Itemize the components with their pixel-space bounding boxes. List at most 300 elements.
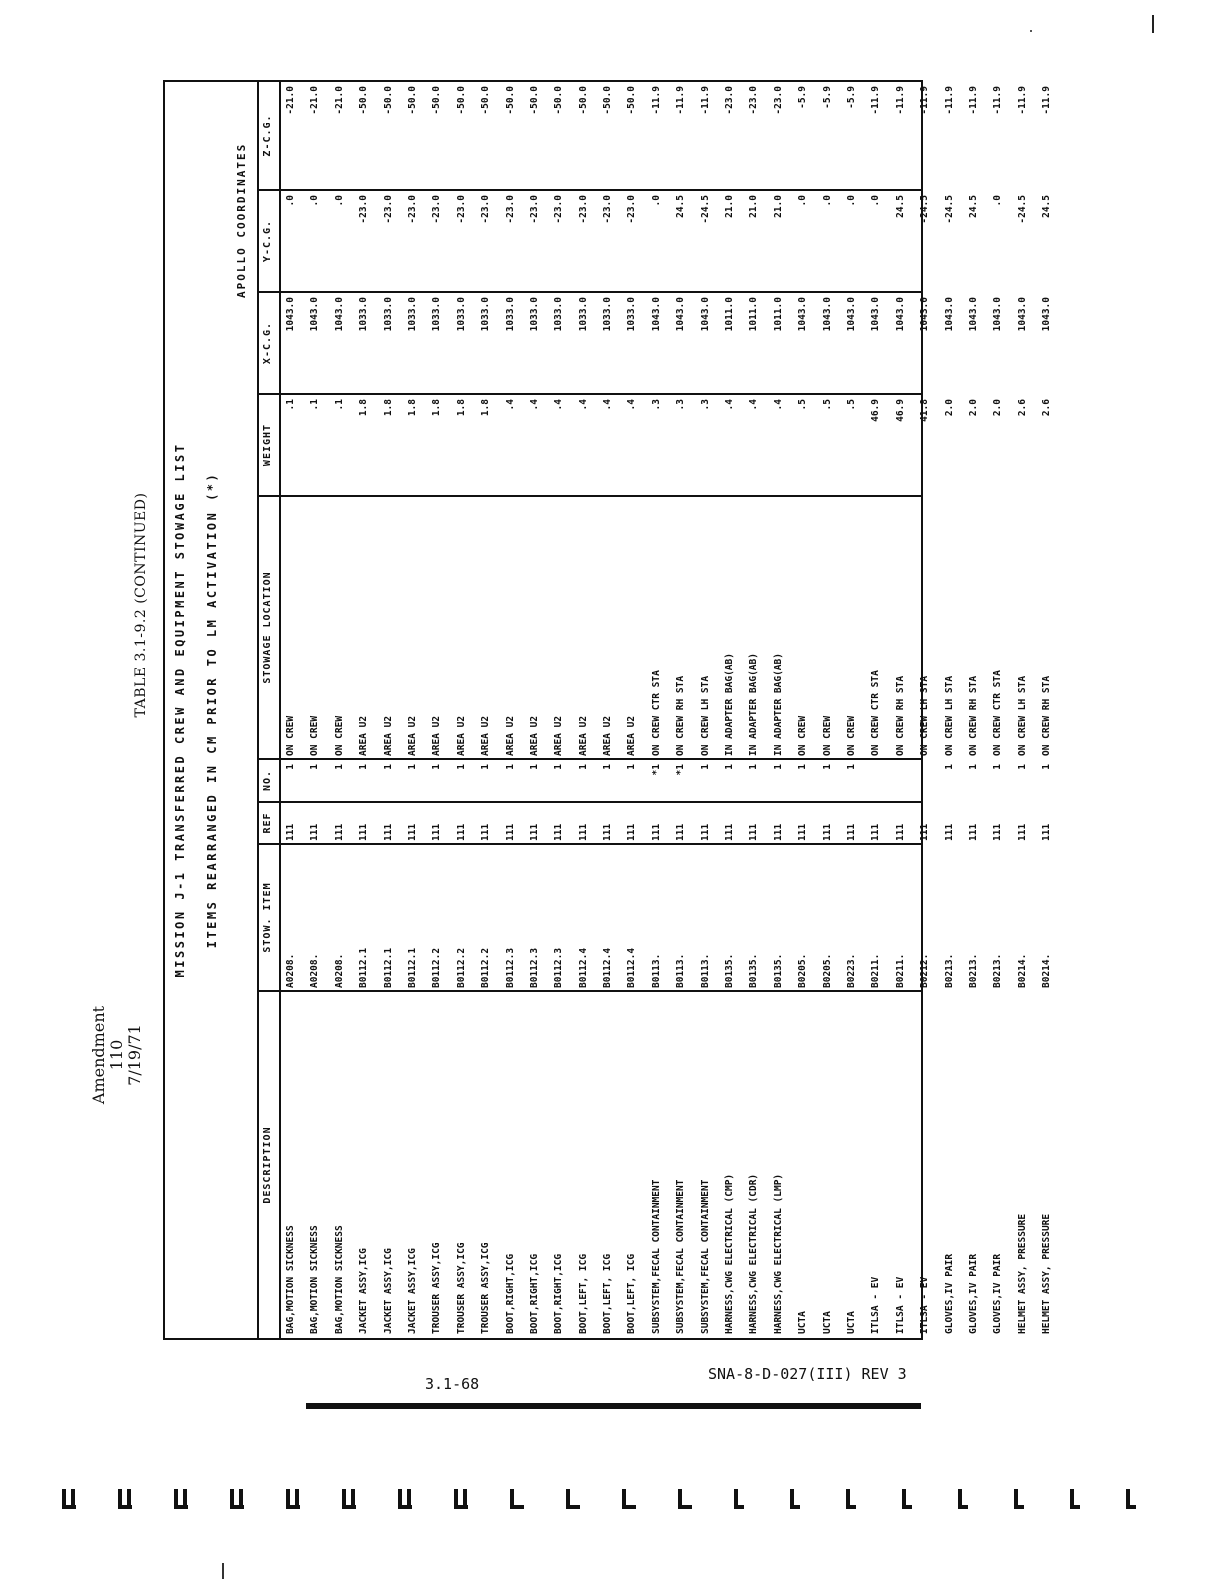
table-cell: 21.0 bbox=[748, 195, 760, 218]
table-cell: ON CREW LH STA bbox=[699, 675, 711, 756]
table-row bbox=[791, 82, 815, 1338]
table-cell: -21.0 bbox=[333, 86, 345, 115]
table-cell: ON CREW RH STA bbox=[967, 675, 979, 756]
table-cell: .0 bbox=[285, 195, 296, 207]
table-cell: 111 bbox=[919, 823, 931, 841]
table-cell: -23.0 bbox=[382, 195, 394, 224]
footer-rule bbox=[306, 1403, 921, 1409]
table-cell: -50.0 bbox=[455, 86, 467, 115]
table-cell: -50.0 bbox=[358, 86, 370, 115]
table-cell: 1033.0 bbox=[382, 297, 394, 332]
table-cell: 1033.0 bbox=[406, 297, 418, 332]
table-cell: 1011.0 bbox=[748, 297, 760, 332]
table-cell: HARNESS,CWG ELECTRICAL (CDR) bbox=[748, 1173, 760, 1334]
table-cell: -11.9 bbox=[1041, 86, 1053, 115]
table-cell: -21.0 bbox=[285, 86, 296, 115]
table-cell: 46.9 bbox=[894, 399, 906, 422]
table-row bbox=[840, 82, 864, 1338]
table-cell: AREA U2 bbox=[528, 715, 540, 756]
scan-mark bbox=[566, 1489, 582, 1509]
table-cell: .0 bbox=[650, 195, 662, 207]
table-cell: 111 bbox=[577, 823, 589, 841]
scan-mark bbox=[1126, 1489, 1142, 1509]
table-cell: B0214. bbox=[1016, 953, 1028, 988]
table-cell: HELMET ASSY, PRESSURE bbox=[1041, 1213, 1053, 1334]
table-cell: 111 bbox=[845, 823, 857, 841]
table-cell: 1 bbox=[431, 764, 443, 770]
table-cell: HARNESS,CWG ELECTRICAL (LMP) bbox=[772, 1173, 784, 1334]
table-cell: -24.5 bbox=[699, 195, 711, 224]
table-row bbox=[328, 82, 352, 1338]
table-cell: B0213. bbox=[967, 953, 979, 988]
table-cell: .5 bbox=[821, 399, 833, 411]
table-cell: 1 bbox=[285, 764, 296, 770]
table-cell: GLOVES,IV PAIR bbox=[967, 1253, 979, 1334]
table-cell: -5.9 bbox=[797, 86, 809, 109]
scan-mark bbox=[398, 1489, 414, 1509]
table-cell bbox=[889, 760, 913, 803]
table-cell: 1033.0 bbox=[504, 297, 516, 332]
table-cell: 1 bbox=[577, 764, 589, 770]
table-cell: UCTA bbox=[821, 1311, 833, 1334]
scan-mark bbox=[118, 1489, 134, 1509]
table-cell: 111 bbox=[821, 823, 833, 841]
table-cell: B0112.4 bbox=[602, 947, 614, 988]
table-cell: B0112.4 bbox=[577, 947, 589, 988]
table-cell: AREA U2 bbox=[431, 715, 443, 756]
table-cell: B0211. bbox=[870, 953, 882, 988]
table-row bbox=[913, 82, 937, 1338]
table-cell: 2.0 bbox=[967, 399, 979, 417]
stowage-table bbox=[163, 80, 1053, 1340]
table-body bbox=[279, 82, 1060, 1338]
table-cell: ON CREW bbox=[333, 715, 345, 756]
table-cell: -23.0 bbox=[602, 195, 614, 224]
table-cell: ON CREW bbox=[285, 715, 296, 756]
table-cell: BOOT,RIGHT,ICG bbox=[504, 1253, 516, 1334]
table-cell: 1033.0 bbox=[358, 297, 370, 332]
table-cell: AREA U2 bbox=[382, 715, 394, 756]
table-cell: -11.9 bbox=[919, 86, 931, 115]
table-cell: -23.0 bbox=[455, 195, 467, 224]
table-cell: 111 bbox=[480, 823, 492, 841]
table-cell: -23.0 bbox=[504, 195, 516, 224]
table-cell: B0211. bbox=[894, 953, 906, 988]
table-row bbox=[572, 82, 596, 1338]
table-cell: B0205. bbox=[797, 953, 809, 988]
table-cell: 111 bbox=[967, 823, 979, 841]
table-row bbox=[718, 82, 742, 1338]
table-cell: B0112.2 bbox=[480, 947, 492, 988]
table-cell: B0205. bbox=[821, 953, 833, 988]
table-cell: 111 bbox=[455, 823, 467, 841]
table-cell: -50.0 bbox=[626, 86, 638, 115]
amendment-note bbox=[90, 1000, 144, 1110]
table-cell: A0208. bbox=[285, 953, 296, 988]
table-cell: ON CREW bbox=[845, 715, 857, 756]
table-row bbox=[1011, 82, 1035, 1338]
scan-marks bbox=[62, 1489, 1162, 1511]
table-cell: -11.9 bbox=[967, 86, 979, 115]
table-cell: 1033.0 bbox=[528, 297, 540, 332]
table-cell: TROUSER ASSY,ICG bbox=[455, 1242, 467, 1334]
table-cell: 24.5 bbox=[675, 195, 687, 218]
table-cell: 1043.0 bbox=[845, 297, 857, 332]
table-cell: 1.8 bbox=[358, 399, 370, 417]
table-cell: .3 bbox=[650, 399, 662, 411]
scan-mark bbox=[734, 1489, 750, 1509]
table-cell: *1 bbox=[675, 764, 687, 776]
table-cell: BOOT,LEFT, ICG bbox=[577, 1253, 589, 1334]
table-row bbox=[645, 82, 669, 1338]
table-row bbox=[596, 82, 620, 1338]
scan-mark bbox=[1014, 1489, 1030, 1509]
table-cell: ITLSA - EV bbox=[894, 1276, 906, 1334]
table-cell: -11.9 bbox=[894, 86, 906, 115]
table-cell: B0112.3 bbox=[553, 947, 565, 988]
table-cell: 24.5 bbox=[967, 195, 979, 218]
table-cell: 1043.0 bbox=[1041, 297, 1053, 332]
table-cell: 21.0 bbox=[724, 195, 736, 218]
table-cell: IN ADAPTER BAG(AB) bbox=[748, 653, 760, 756]
table-cell: -24.5 bbox=[1016, 195, 1028, 224]
table-cell: 111 bbox=[797, 823, 809, 841]
table-cell: 111 bbox=[724, 823, 736, 841]
table-row bbox=[889, 82, 913, 1338]
table-cell: 21.0 bbox=[772, 195, 784, 218]
table-cell: 111 bbox=[699, 823, 711, 841]
table-cell: 1 bbox=[602, 764, 614, 770]
table-cell: 1 bbox=[480, 764, 492, 770]
table-cell: AREA U2 bbox=[480, 715, 492, 756]
table-cell: 1043.0 bbox=[992, 297, 1004, 332]
table-cell: 1 bbox=[821, 764, 833, 770]
table-cell: AREA U2 bbox=[504, 715, 516, 756]
table-cell: 2.0 bbox=[943, 399, 955, 417]
table-cell: 1043.0 bbox=[894, 297, 906, 332]
table-cell: ON CREW bbox=[797, 715, 809, 756]
table-row bbox=[694, 82, 718, 1338]
table-cell: -50.0 bbox=[553, 86, 565, 115]
table-cell: -11.9 bbox=[870, 86, 882, 115]
table-cell: ITLSA - EV bbox=[870, 1276, 882, 1334]
table-cell: 1043.0 bbox=[821, 297, 833, 332]
table-row bbox=[742, 82, 766, 1338]
table-cell: -23.0 bbox=[626, 195, 638, 224]
column-header: STOW. ITEM bbox=[257, 845, 279, 992]
table-cell: B0135. bbox=[772, 953, 784, 988]
table-cell: 1 bbox=[358, 764, 370, 770]
bottom-tick-mark bbox=[222, 1563, 224, 1579]
table-header bbox=[165, 82, 259, 1338]
column-header: DESCRIPTION bbox=[262, 1126, 273, 1204]
table-cell: 111 bbox=[309, 823, 321, 841]
table-cell: -11.9 bbox=[675, 86, 687, 115]
table-cell: 1 bbox=[724, 764, 736, 770]
table-cell: ON CREW bbox=[821, 715, 833, 756]
table-cell: 1043.0 bbox=[675, 297, 687, 332]
table-cell: 111 bbox=[504, 823, 516, 841]
table-cell: B0213. bbox=[992, 953, 1004, 988]
table-cell: 1.8 bbox=[480, 399, 492, 417]
scan-mark bbox=[286, 1489, 302, 1509]
scan-mark bbox=[902, 1489, 918, 1509]
table-row bbox=[352, 82, 376, 1338]
table-cell: -50.0 bbox=[528, 86, 540, 115]
scan-mark bbox=[342, 1489, 358, 1509]
table-cell: B0214. bbox=[1041, 953, 1053, 988]
table-cell: JACKET ASSY,ICG bbox=[358, 1248, 370, 1334]
table-cell: 111 bbox=[285, 823, 296, 841]
table-cell: 111 bbox=[333, 823, 345, 841]
table-cell: SUBSYSTEM,FECAL CONTAINMENT bbox=[650, 1179, 662, 1334]
table-cell: -23.0 bbox=[577, 195, 589, 224]
table-cell: -23.0 bbox=[358, 195, 370, 224]
table-cell: .4 bbox=[724, 399, 736, 411]
table-cell: -11.9 bbox=[943, 86, 955, 115]
table-cell: ON CREW CTR STA bbox=[650, 670, 662, 756]
table-cell: .3 bbox=[675, 399, 687, 411]
table-cell: 1033.0 bbox=[480, 297, 492, 332]
scan-mark bbox=[958, 1489, 974, 1509]
column-header: Y-C.G. bbox=[257, 191, 279, 293]
table-cell: 111 bbox=[943, 823, 955, 841]
table-row bbox=[962, 82, 986, 1338]
document-id: SNA-8-D-027(III) REV 3 bbox=[708, 1365, 907, 1383]
table-cell: .4 bbox=[528, 399, 540, 411]
table-cell: -21.0 bbox=[309, 86, 321, 115]
page-number: 3.1-68 bbox=[425, 1375, 480, 1393]
table-cell: 2.0 bbox=[992, 399, 1004, 417]
table-cell: B0112.2 bbox=[431, 947, 443, 988]
table-cell: AREA U2 bbox=[455, 715, 467, 756]
table-row bbox=[1035, 82, 1059, 1338]
table-cell: 1011.0 bbox=[772, 297, 784, 332]
table-cell: 1 bbox=[382, 764, 394, 770]
table-row bbox=[816, 82, 840, 1338]
table-cell: -50.0 bbox=[480, 86, 492, 115]
apollo-coordinates-label: APOLLO COORDINATES bbox=[235, 142, 248, 298]
table-cell: B0213. bbox=[943, 953, 955, 988]
table-cell: ON CREW LH STA bbox=[919, 675, 931, 756]
table-cell: -23.0 bbox=[528, 195, 540, 224]
table-cell: 111 bbox=[1016, 823, 1028, 841]
scan-mark bbox=[790, 1489, 806, 1509]
table-cell: 1 bbox=[1016, 764, 1028, 770]
table-cell: B0112.1 bbox=[358, 947, 370, 988]
table-cell: .1 bbox=[309, 399, 321, 411]
table-cell: -11.9 bbox=[699, 86, 711, 115]
table-cell: 1043.0 bbox=[650, 297, 662, 332]
table-cell: 111 bbox=[382, 823, 394, 841]
table-cell: 111 bbox=[870, 823, 882, 841]
table-cell: 1011.0 bbox=[724, 297, 736, 332]
table-cell: 111 bbox=[894, 823, 906, 841]
scan-mark bbox=[454, 1489, 470, 1509]
table-cell: 111 bbox=[626, 823, 638, 841]
table-title: TABLE 3.1-9.2 (CONTINUED) bbox=[133, 492, 149, 718]
table-row bbox=[401, 82, 425, 1338]
table-cell: -50.0 bbox=[431, 86, 443, 115]
table-cell: 1043.0 bbox=[285, 297, 296, 332]
table-cell: B0112.2 bbox=[455, 947, 467, 988]
table-cell: JACKET ASSY,ICG bbox=[382, 1248, 394, 1334]
table-cell: 1 bbox=[772, 764, 784, 770]
table-cell: -11.9 bbox=[992, 86, 1004, 115]
table-cell: B0112.1 bbox=[382, 947, 394, 988]
table-cell: 111 bbox=[358, 823, 370, 841]
table-cell: .4 bbox=[602, 399, 614, 411]
table-cell: ON CREW bbox=[309, 715, 321, 756]
table-cell: B0135. bbox=[724, 953, 736, 988]
table-cell: -23.0 bbox=[406, 195, 418, 224]
table-cell: GLOVES,IV PAIR bbox=[943, 1253, 955, 1334]
table-cell: B0135. bbox=[748, 953, 760, 988]
amendment-date: 7/19/71 bbox=[125, 1024, 144, 1086]
table-row bbox=[523, 82, 547, 1338]
table-cell: 111 bbox=[528, 823, 540, 841]
table-cell: BAG,MOTION SICKNESS bbox=[333, 1225, 345, 1334]
table-cell: 1 bbox=[504, 764, 516, 770]
table-cell: 1033.0 bbox=[626, 297, 638, 332]
table-cell: 1 bbox=[528, 764, 540, 770]
table-row bbox=[986, 82, 1010, 1338]
table-cell: A0208. bbox=[309, 953, 321, 988]
table-cell: .5 bbox=[845, 399, 857, 411]
table-cell: .4 bbox=[748, 399, 760, 411]
table-row bbox=[474, 82, 498, 1338]
table-row bbox=[425, 82, 449, 1338]
table-cell: 41.8 bbox=[919, 399, 931, 422]
scan-mark bbox=[510, 1489, 526, 1509]
table-cell: JACKET ASSY,ICG bbox=[406, 1248, 418, 1334]
scan-mark bbox=[622, 1489, 638, 1509]
table-cell: .0 bbox=[992, 195, 1004, 207]
table-row bbox=[938, 82, 962, 1338]
table-cell: BOOT,RIGHT,ICG bbox=[528, 1253, 540, 1334]
table-cell: AREA U2 bbox=[406, 715, 418, 756]
table-cell: -23.0 bbox=[480, 195, 492, 224]
table-cell: -5.9 bbox=[821, 86, 833, 109]
table-cell: 1 bbox=[455, 764, 467, 770]
table-cell: B0112.3 bbox=[504, 947, 516, 988]
table-cell: GLOVES,IV PAIR bbox=[992, 1253, 1004, 1334]
scan-mark bbox=[1070, 1489, 1086, 1509]
table-cell: 24.5 bbox=[894, 195, 906, 218]
table-cell: ITLSA - EV bbox=[919, 1276, 931, 1334]
table-cell: .4 bbox=[577, 399, 589, 411]
table-cell: 1033.0 bbox=[455, 297, 467, 332]
table-cell: BAG,MOTION SICKNESS bbox=[309, 1225, 321, 1334]
table-cell: 1033.0 bbox=[577, 297, 589, 332]
table-cell: ON CREW RH STA bbox=[1041, 675, 1053, 756]
scan-mark bbox=[846, 1489, 862, 1509]
table-cell: SUBSYSTEM,FECAL CONTAINMENT bbox=[699, 1179, 711, 1334]
table-row bbox=[303, 82, 327, 1338]
table-cell: HARNESS,CWG ELECTRICAL (CMP) bbox=[724, 1173, 736, 1334]
table-cell: 1043.0 bbox=[943, 297, 955, 332]
column-header: WEIGHT bbox=[257, 395, 279, 497]
table-header-title: MISSION J-1 TRANSFERRED CREW AND EQUIPMENT STOWAGE LIST bbox=[173, 442, 187, 978]
table-cell: 1 bbox=[992, 764, 1004, 770]
table-cell: -50.0 bbox=[577, 86, 589, 115]
table-cell: A0208. bbox=[333, 953, 345, 988]
table-cell: 111 bbox=[992, 823, 1004, 841]
table-cell: 1.8 bbox=[382, 399, 394, 417]
table-cell: 1 bbox=[553, 764, 565, 770]
table-cell: 1043.0 bbox=[1016, 297, 1028, 332]
table-cell: UCTA bbox=[845, 1311, 857, 1334]
table-row bbox=[767, 82, 791, 1338]
column-header: X-C.G. bbox=[257, 293, 279, 395]
table-cell: AREA U2 bbox=[577, 715, 589, 756]
table-cell: B0212. bbox=[919, 953, 931, 988]
table-cell: B0113. bbox=[675, 953, 687, 988]
table-cell: 1033.0 bbox=[553, 297, 565, 332]
table-cell: ON CREW LH STA bbox=[1016, 675, 1028, 756]
table-cell: BOOT,LEFT, ICG bbox=[626, 1253, 638, 1334]
table-cell: .0 bbox=[333, 195, 345, 207]
table-cell: 111 bbox=[772, 823, 784, 841]
table-cell: 111 bbox=[748, 823, 760, 841]
table-cell: -24.5 bbox=[919, 195, 931, 224]
table-cell: -5.9 bbox=[845, 86, 857, 109]
table-cell: .1 bbox=[333, 399, 345, 411]
table-cell: BOOT,LEFT, ICG bbox=[602, 1253, 614, 1334]
table-row bbox=[450, 82, 474, 1338]
margin-tick-mark bbox=[1152, 15, 1154, 33]
table-cell: 1 bbox=[406, 764, 418, 770]
table-cell: B0223. bbox=[845, 953, 857, 988]
table-cell: AREA U2 bbox=[553, 715, 565, 756]
column-header: REF bbox=[257, 803, 279, 845]
table-cell: .4 bbox=[504, 399, 516, 411]
table-cell: TROUSER ASSY,ICG bbox=[431, 1242, 443, 1334]
table-cell: -50.0 bbox=[602, 86, 614, 115]
table-cell: 1043.0 bbox=[797, 297, 809, 332]
table-cell: AREA U2 bbox=[358, 715, 370, 756]
column-header: STOWAGE LOCATION bbox=[257, 497, 279, 760]
table-cell: -11.9 bbox=[1016, 86, 1028, 115]
table-cell: .4 bbox=[626, 399, 638, 411]
table-cell: AREA U2 bbox=[626, 715, 638, 756]
table-cell: 1043.0 bbox=[870, 297, 882, 332]
column-header: Z-C.G. bbox=[257, 82, 279, 191]
table-cell: -50.0 bbox=[382, 86, 394, 115]
table-cell: .0 bbox=[821, 195, 833, 207]
table-cell: .4 bbox=[553, 399, 565, 411]
table-cell: -11.9 bbox=[650, 86, 662, 115]
table-cell: 1.8 bbox=[455, 399, 467, 417]
table-cell: 1 bbox=[748, 764, 760, 770]
table-cell: B0113. bbox=[650, 953, 662, 988]
table-cell: .1 bbox=[285, 399, 296, 411]
table-cell: -23.0 bbox=[748, 86, 760, 115]
table-cell: .4 bbox=[772, 399, 784, 411]
table-cell bbox=[864, 760, 888, 803]
table-cell: IN ADAPTER BAG(AB) bbox=[772, 653, 784, 756]
table-cell: 2.6 bbox=[1041, 399, 1053, 417]
table-cell: -23.0 bbox=[772, 86, 784, 115]
table-cell: 111 bbox=[675, 823, 687, 841]
table-cell: 1043.0 bbox=[919, 297, 931, 332]
table-cell: ON CREW CTR STA bbox=[870, 670, 882, 756]
table-cell: 1 bbox=[699, 764, 711, 770]
table-cell: -23.0 bbox=[553, 195, 565, 224]
table-cell: 1043.0 bbox=[309, 297, 321, 332]
table-cell: SUBSYSTEM,FECAL CONTAINMENT bbox=[675, 1179, 687, 1334]
scan-mark bbox=[174, 1489, 190, 1509]
